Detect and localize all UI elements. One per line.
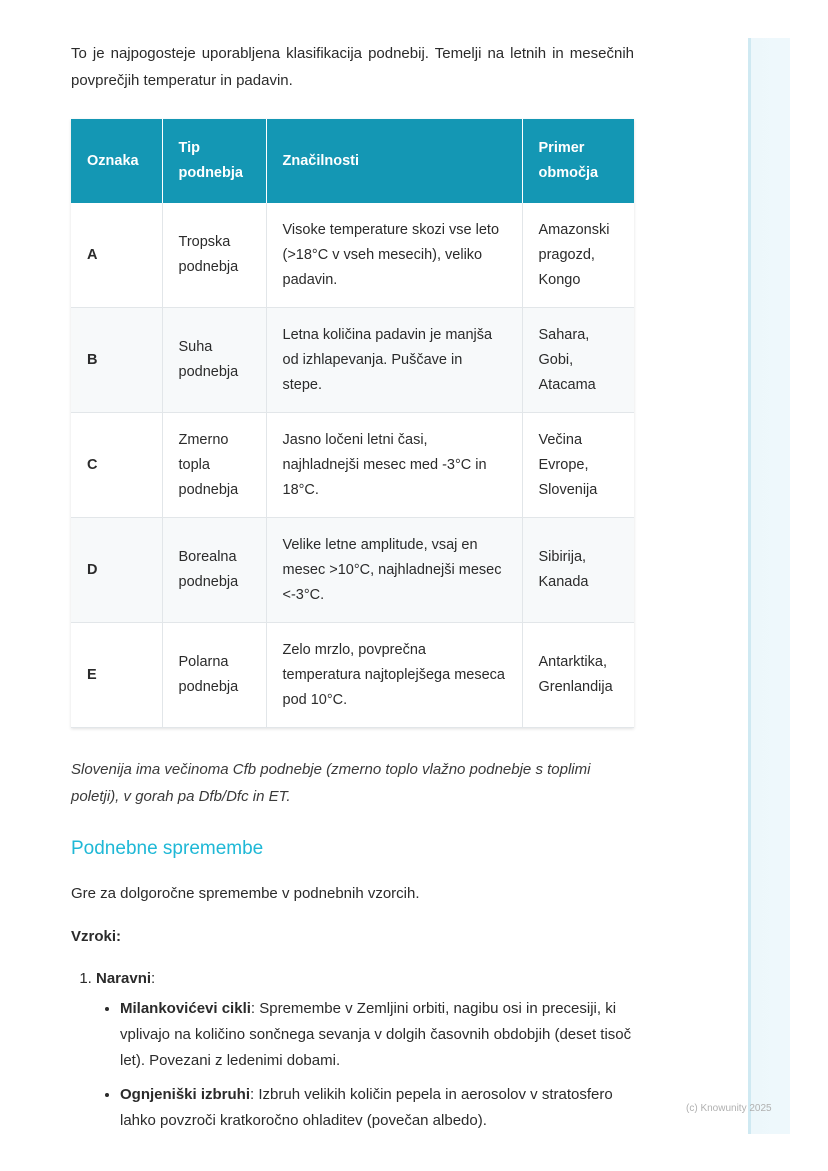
cell-code: A <box>71 203 162 308</box>
intro-paragraph: To je najpogosteje uporabljena klasifikacija podnebij. Temelji na letnih in mesečnih povprečjih temperatur in padavin. <box>71 45 634 89</box>
cell-climate-type: Tropska podnebja <box>162 203 266 308</box>
cell-code: B <box>71 308 162 413</box>
list-item <box>120 996 634 1074</box>
climate-classification-table <box>71 119 634 728</box>
header-climate-type: Tip podnebja <box>162 119 266 203</box>
table-row <box>71 413 634 518</box>
cell-code: C <box>71 413 162 518</box>
header-characteristics: Značilnosti <box>266 119 522 203</box>
natural-label-suffix: : <box>151 970 156 987</box>
section-definition: Gre za dolgoročne spremembe v podnebnih vzorcih. <box>71 885 420 902</box>
cell-characteristics: Letna količina padavin je manjša od izhlapevanja. Puščave in stepe. <box>266 308 522 413</box>
natural-label: Naravni <box>96 970 152 987</box>
item-term: Ognjeniški izbruhi <box>120 1086 251 1103</box>
item-text: : Spremembe v Zemljini orbiti, nagibu osi in precesiji, ki vplivajo na količino sončnega sevanja v dolgih časovnih obdobjih (deset tisoč let). Povezani z ledenimi dobami. <box>120 1000 632 1069</box>
header-code: Oznaka <box>71 119 162 203</box>
item-text: : Izbruh velikih količin pepela in aerosolov v stratosfero lahko povzroči kratkoročno ohladitev (povečan albedo). <box>120 1086 613 1129</box>
cell-example-region: Antarktika, Grenlandija <box>522 623 634 728</box>
cell-characteristics: Zelo mrzlo, povprečna temperatura najtoplejšega meseca pod 10°C. <box>266 623 522 728</box>
cell-code: D <box>71 518 162 623</box>
section-heading: Podnebne spremembe <box>71 838 264 859</box>
cell-characteristics: Velike letne amplitude, vsaj en mesec >10°C, najhladnejši mesec <-3°C. <box>266 518 522 623</box>
cell-climate-type: Polarna podnebja <box>162 623 266 728</box>
item-term: Milankovićevi cikli <box>120 1000 251 1017</box>
cell-characteristics: Visoke temperature skozi vse leto (>18°C v vseh mesecih), veliko padavin. <box>266 203 522 308</box>
cell-characteristics: Jasno ločeni letni časi, najhladnejši mesec med -3°C in 18°C. <box>266 413 522 518</box>
cell-climate-type: Suha podnebja <box>162 308 266 413</box>
cell-climate-type: Borealna podnebja <box>162 518 266 623</box>
natural-causes-sublist <box>96 996 634 1134</box>
document-content <box>71 40 634 1142</box>
causes-list <box>71 965 634 1134</box>
table-row <box>71 518 634 623</box>
table-header-row <box>71 119 634 203</box>
cell-example-region: Večina Evrope, Slovenija <box>522 413 634 518</box>
cell-example-region: Sibirija, Kanada <box>522 518 634 623</box>
right-margin-bar <box>748 38 790 1134</box>
cell-example-region: Sahara, Gobi, Atacama <box>522 308 634 413</box>
cell-example-region: Amazonski pragozd, Kongo <box>522 203 634 308</box>
cell-climate-type: Zmerno topla podnebja <box>162 413 266 518</box>
causes-label: Vzroki: <box>71 928 122 945</box>
table-row <box>71 308 634 413</box>
table-row <box>71 623 634 728</box>
header-example-region: Primer območja <box>522 119 634 203</box>
list-item-natural <box>96 965 634 1134</box>
table-row <box>71 203 634 308</box>
slovenia-climate-note: Slovenija ima večinoma Cfb podnebje (zmerno toplo vlažno podnebje s toplimi poletji), v gorah pa Dfb/Dfc in ET. <box>71 761 591 805</box>
copyright-watermark: (c) Knowunity 2025 <box>686 1103 772 1114</box>
list-item <box>120 1082 634 1134</box>
cell-code: E <box>71 623 162 728</box>
